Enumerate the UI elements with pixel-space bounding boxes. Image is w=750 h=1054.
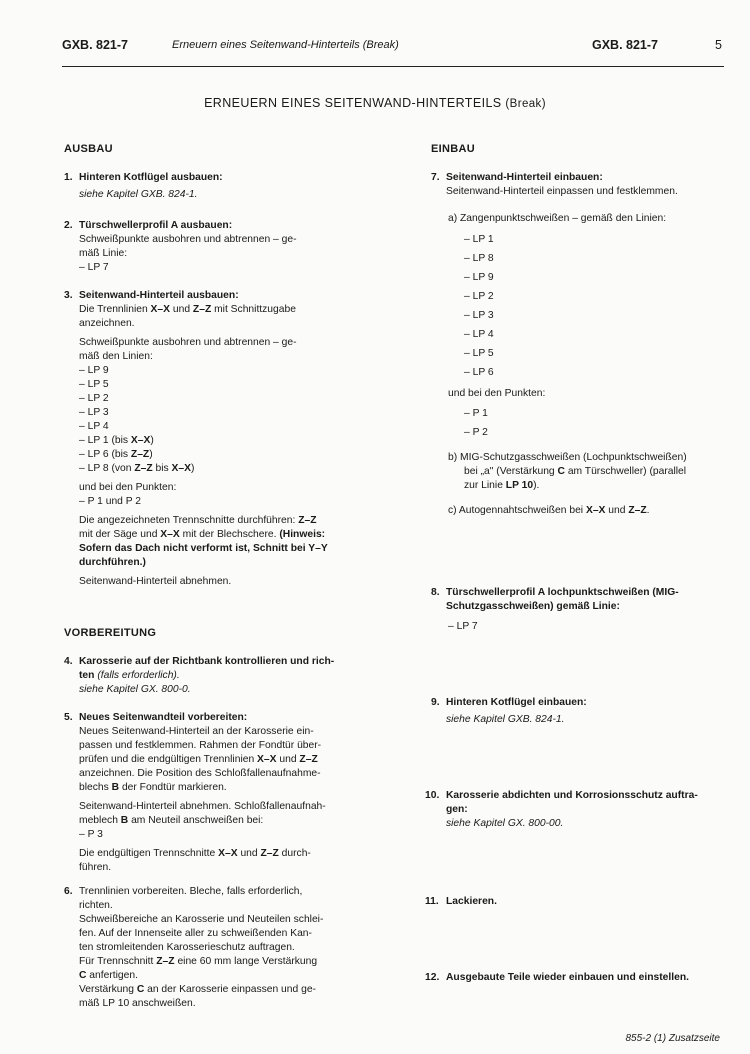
doc-number-left: GXB. 821-7: [62, 38, 129, 52]
section-einbau: EINBAU: [431, 143, 475, 155]
section-ausbau: AUSBAU: [64, 143, 113, 155]
weld-line-list: – LP 1 – LP 8 – LP 9 – LP 2 – LP 3 – LP 4 – LP 5 – LP 6: [464, 234, 494, 378]
doc-number-right: GXB. 821-7: [592, 38, 659, 52]
left-column: AUSBAU 1. Hinteren Kotflügel ausbauen: siehe Kapitel GXB. 824-1. 2. Türschwellerprofil A ausbauen: Schweißpunkte ausbohren und abtrennen – ge- mäß Linie: – LP 7 3. Seitenwand-Hinterteil ausbauen: Die Trennlinien X–X und Z–Z mit Schnittzugabe anzeichnen. Schweißpunkte ausbohren und abtrennen – ge- mäß den Linien: – LP 9 – LP 5 – LP 2 – LP 3 – LP 4 – LP 1 (bis X–X) – LP 6 (bis Z–Z) – LP 8 (von Z–Z bis X–X) und bei den Punkten: – P 1 und P 2 Die angezeichneten Trennschnitte durchführen: Z–Z mit der Säge und X–X mit der Blechschere. (Hinweis: Sofern das Dach nicht verformt ist, Schnitt bei Y–Y durchführen.) Seitenwand-Hinterteil abnehmen. VORBEREITUNG 4. Karosserie auf der Richtbank kontrollieren und rich- ten (falls erforderlich). siehe Kapitel GX. 800-0. 5. Neues Seitenwandteil vorbereiten: Neues Seitenwand-Hinterteil an der Karosserie ein- passen und festklemmen. Rahmen der Fondtür über- prüfen und die endgültigen Trennlinien X–X und Z–Z anzeichnen. Die Position des Schloßfallenaufnahme- blechs B der Fondtür markieren. Seitenwand-Hinterteil abnehmen. Schloßfallenaufnah- meblech B am Neuteil anschweißen bei: – P 3 Die endgültigen Trennschnitte X–X und Z–Z durch- führen. 6. Trennlinien vorbereiten. Bleche, falls erforderlich, richten. Schweißbereiche an Karosserie und Neuteilen schlei- fen. Auf der Innenseite aller zu schweißenden Kan- ten stromleitenden Karosserieschutz auftragen. Für Trennschnitt Z–Z eine 60 mm lange Verstärkung C anfertigen. Verstärkung C an der Karosserie einpassen und ge- mäß LP 10 anschweißen.: [64, 143, 335, 1009]
weld-point-list: – P 1 – P 2: [464, 408, 488, 438]
right-column: EINBAU 7. Seitenwand-Hinterteil einbauen: Seitenwand-Hinterteil einpassen und festklemmen. a) Zangenpunktschweißen – gemäß den Linien: – LP 1 – LP 8 – LP 9 – LP 2 – LP 3 – LP 4 – LP 5 – LP 6 und bei den Punkten: – P 1 – P 2 b) MIG-Schutzgasschweißen (Lochpunktschweißen) bei „a" (Verstärkung C am Türschweller) (parallel zur Linie LP 10). c) Autogennahtschweißen bei X–X und Z–Z. 8. Türschwellerprofil A lochpunktschweißen (MIG- Schutzgasschweißen) gemäß Linie: – LP 7 9. Hinteren Kotflügel einbauen: siehe Kapitel GXB. 824-1. 10. Karosserie abdichten und Korrosionsschutz auftra- gen: siehe Kapitel GX. 800-00. 11. Lackieren. 12. Ausgebaute Teile wieder einbauen und einstellen.: [431, 0, 723, 1054]
page-number: 5: [715, 38, 722, 52]
header-subtitle: Erneuern eines Seitenwand-Hinterteils (Break): [172, 39, 399, 51]
page-title: ERNEUERN EINES SEITENWAND-HINTERTEILS (Break): [204, 96, 546, 110]
footer-reference: 855-2 (1) Zusatzseite: [625, 1033, 720, 1044]
section-vorbereitung: VORBEREITUNG: [64, 627, 157, 639]
